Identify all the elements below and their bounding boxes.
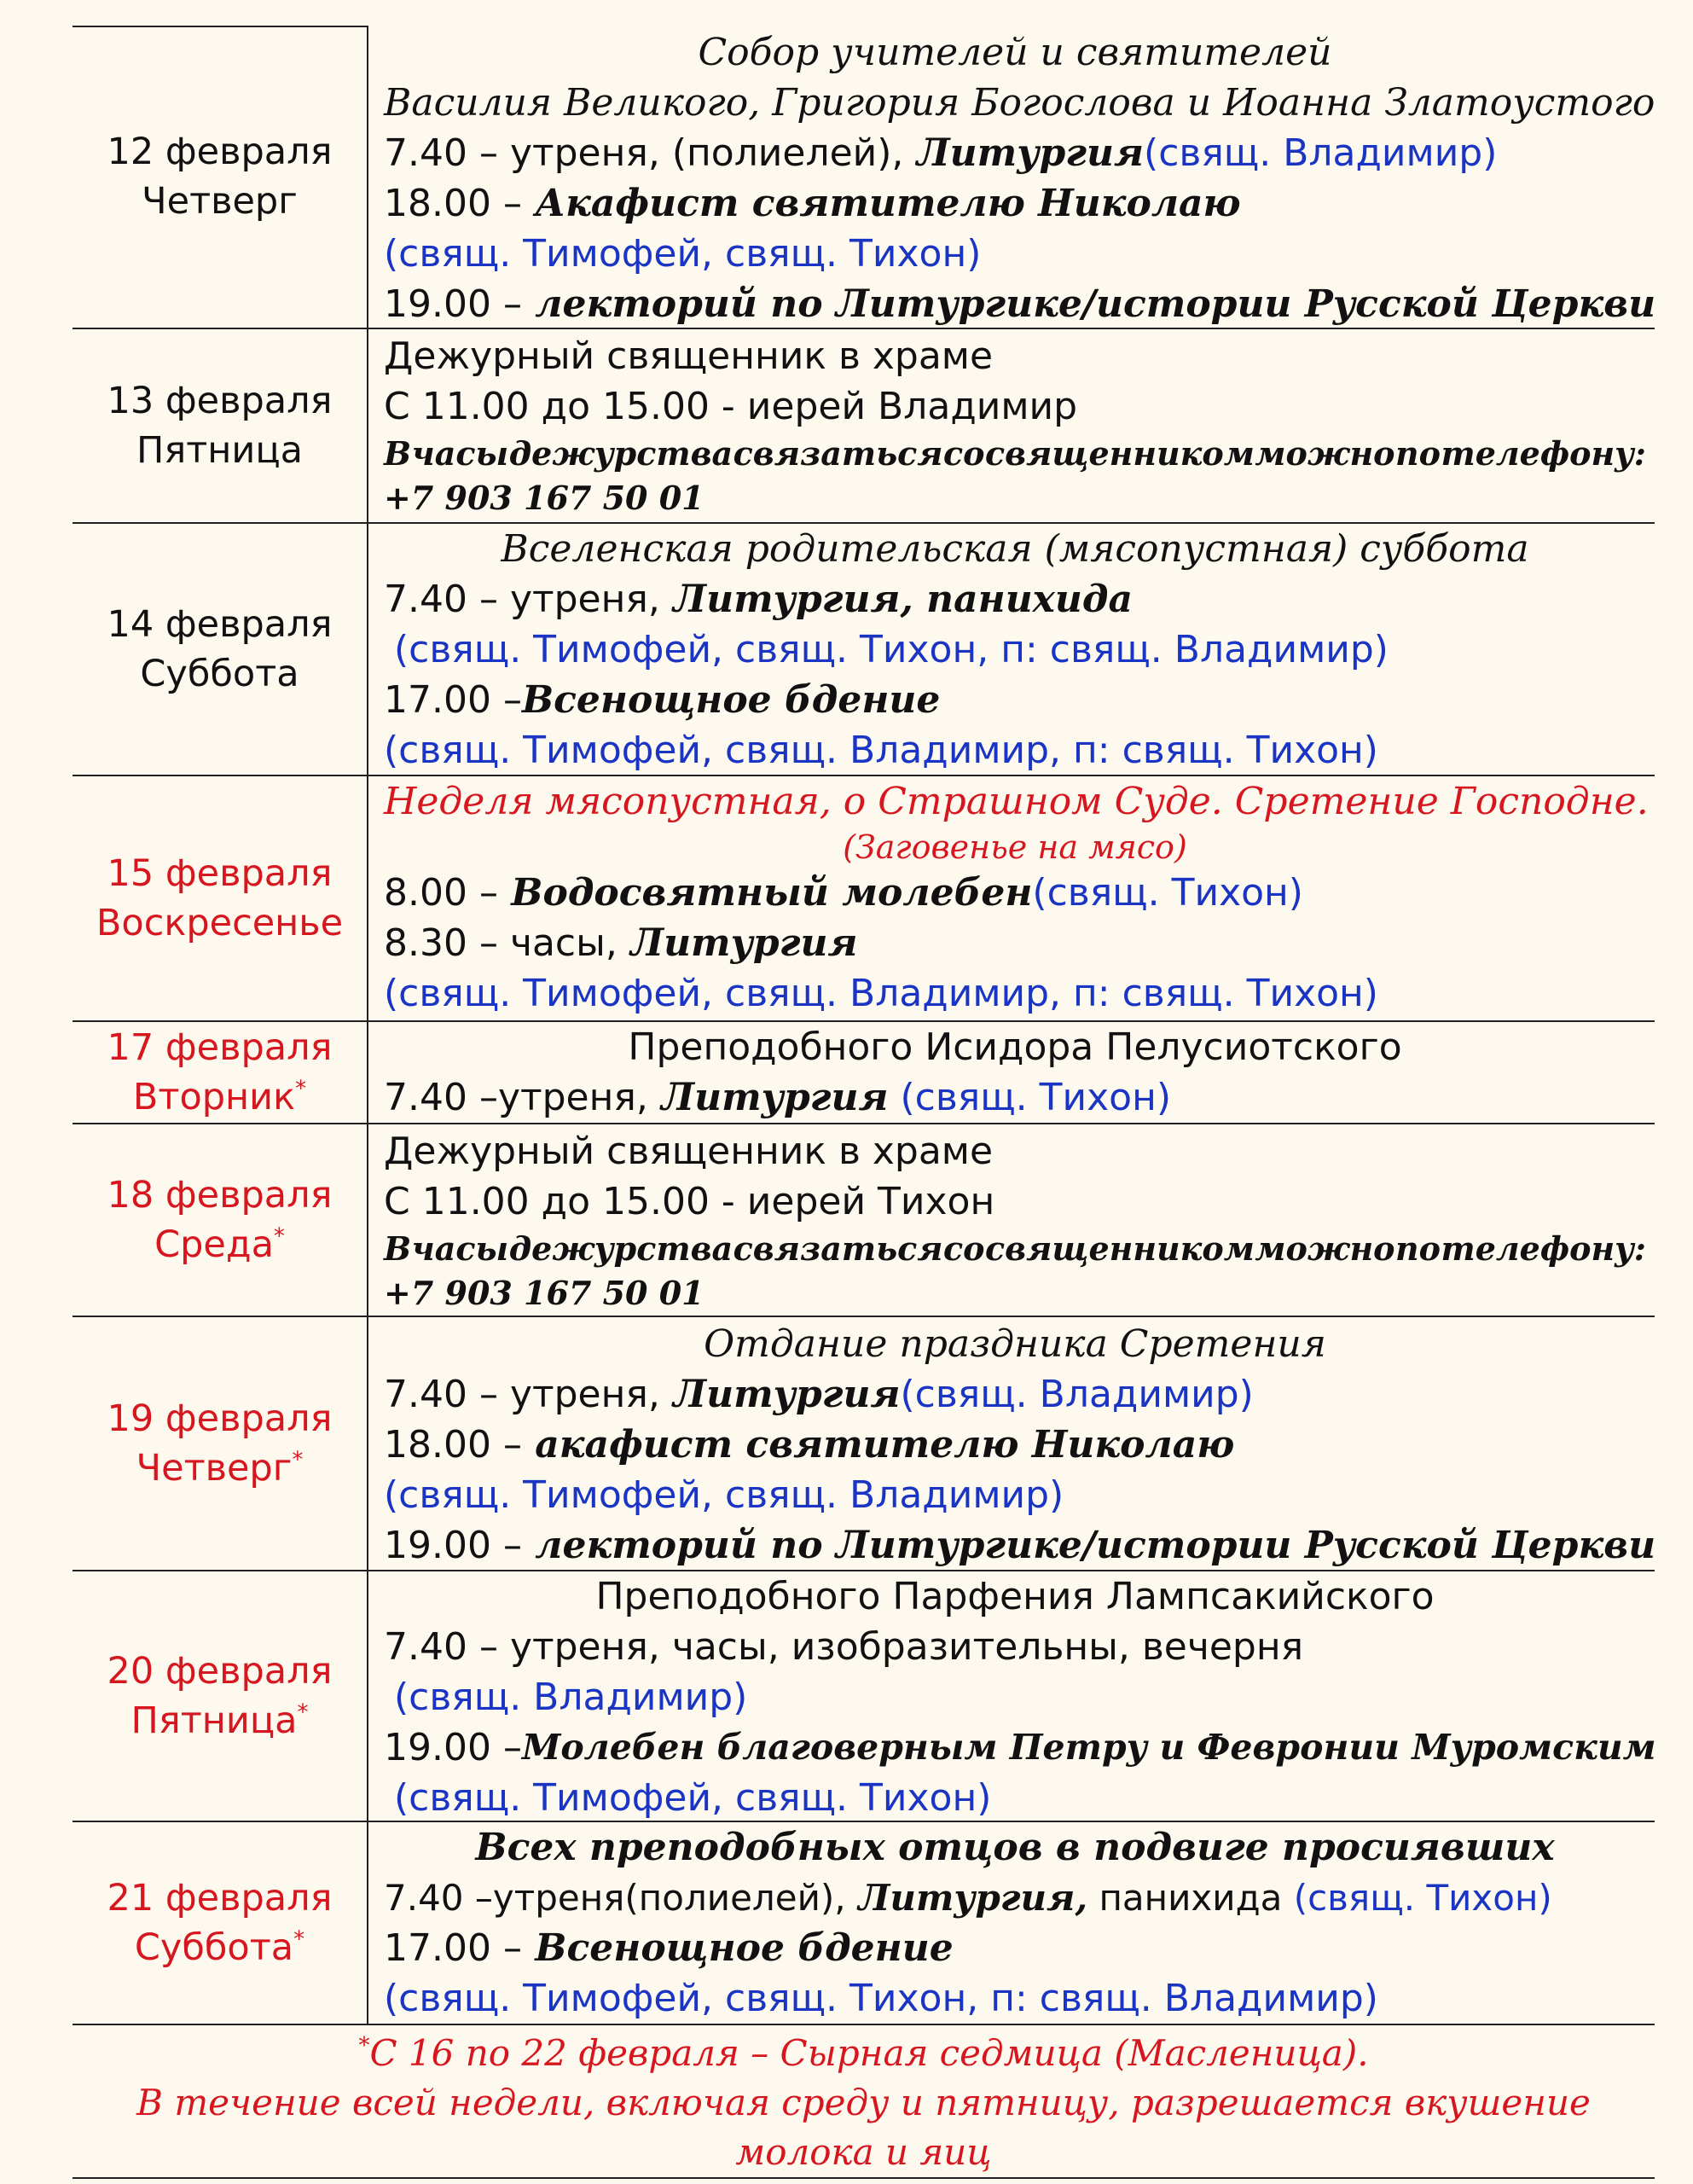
- weekday-label: Вторник*: [132, 1076, 307, 1118]
- weekday-label: Четверг*: [136, 1447, 304, 1490]
- service-name: Молебен благоверным Петру и Февронии Муромским: [521, 1727, 1656, 1768]
- service-time: 17.00 –: [384, 1926, 522, 1970]
- table-column-divider: [367, 26, 368, 2024]
- service-line: [384, 1873, 1646, 1923]
- footer-line: В течение всей недели, включая среду и пятницу, разрешается вкушение: [136, 2082, 1591, 2123]
- service-name: Литургия: [903, 131, 1145, 175]
- footer-line: молока и яиц: [735, 2131, 992, 2173]
- priest-names: (свящ. Тихон): [1282, 1877, 1552, 1919]
- asterisk-mark: *: [295, 1076, 307, 1102]
- feast-subtitle: (Заговенье на мясо): [843, 828, 1187, 866]
- date-cell: [72, 1124, 367, 1316]
- phone-number: +7 903 167 50 01: [384, 479, 704, 517]
- footer-note: [72, 2029, 1655, 2177]
- service-line: [384, 918, 1646, 968]
- date-cell: [72, 329, 367, 522]
- service-time: 7.40: [384, 1076, 467, 1119]
- date-label: 14 февраля: [107, 603, 333, 646]
- service-time: 19.00 –: [384, 1726, 522, 1769]
- events-cell: [384, 331, 1646, 520]
- date-label: 13 февраля: [107, 380, 333, 422]
- feast-title: Отдание праздника Сретения: [704, 1322, 1326, 1366]
- events-cell: [384, 1022, 1646, 1123]
- weekday-label: Суббота: [140, 653, 299, 695]
- duty-hours: С 11.00 до 15.00 - иерей Владимир: [384, 385, 1078, 428]
- service-line: [384, 1420, 1646, 1470]
- priest-names: (свящ. Тихон): [1032, 871, 1303, 915]
- duty-priest-heading: Дежурный священник в храме: [384, 1130, 994, 1173]
- priest-names: (свящ. Тимофей, свящ. Тихон, п: свящ. Владимир): [384, 1977, 1378, 2020]
- events-cell: [384, 1571, 1656, 1823]
- priest-names: (свящ. Тихон): [888, 1076, 1172, 1119]
- priest-names: (свящ. Владимир): [394, 1676, 748, 1719]
- date-label: 21 февраля: [107, 1877, 333, 1920]
- service-line: [384, 279, 1656, 329]
- feast-title: Василия Великого, Григория Богослова и Иоанна Златоустого: [384, 81, 1655, 125]
- feast-title: Всех преподобных отцов в подвиге просиявших: [475, 1826, 1555, 1869]
- weekday-label: Пятница: [136, 429, 303, 472]
- feast-title: Преподобного Исидора Пелусиотского: [628, 1025, 1402, 1069]
- service-time: 19.00 –: [384, 1524, 522, 1567]
- priest-names: (свящ. Тимофей, свящ. Тихон): [384, 232, 982, 276]
- events-cell: [384, 1126, 1646, 1316]
- service-text: –утреня(полиелей),: [463, 1877, 846, 1919]
- service-time: 17.00 –: [384, 678, 522, 722]
- feast-title: Собор учителей и святителей: [698, 31, 1332, 74]
- events-cell: [384, 1319, 1656, 1571]
- service-line: [384, 574, 1646, 624]
- service-line: [384, 178, 1646, 229]
- priest-names: (свящ. Тимофей, свящ. Владимир, п: свящ. Тихон): [384, 729, 1378, 772]
- duty-priest-heading: Дежурный священник в храме: [384, 334, 994, 378]
- service-name: Акафист святителю Николаю: [521, 182, 1241, 225]
- duty-hours: С 11.00 до 15.00 - иерей Тихон: [384, 1180, 995, 1223]
- service-line: [384, 1369, 1646, 1420]
- priest-names: (свящ. Тимофей, свящ. Владимир): [384, 1473, 1064, 1517]
- date-cell: [72, 524, 367, 775]
- events-cell: [384, 776, 1649, 1019]
- service-name: Литургия,: [845, 1877, 1088, 1919]
- priest-names: (свящ. Владимир): [1144, 131, 1498, 175]
- feast-title: Преподобного Парфения Лампсакийского: [595, 1575, 1435, 1618]
- weekday-label: Среда*: [154, 1223, 285, 1266]
- service-name: Литургия: [617, 921, 858, 965]
- service-line: [384, 1923, 1646, 1973]
- asterisk-mark: *: [358, 2033, 370, 2059]
- asterisk-mark: *: [293, 1926, 305, 1953]
- weekday-label: Четверг: [142, 180, 298, 223]
- service-line: [384, 128, 1646, 178]
- service-name: Всенощное бдение: [521, 678, 941, 722]
- weekday-label: Суббота*: [134, 1926, 305, 1969]
- service-text: утреня, (полиелей),: [497, 131, 904, 175]
- service-name: Водосвятный молебен: [497, 871, 1033, 915]
- service-text: утреня,: [497, 578, 660, 621]
- service-time: 7.40 –: [384, 578, 498, 621]
- service-name: лекторий по Литургике/истории Русской Церкви: [521, 1524, 1656, 1567]
- contact-note: В часы дежурства связаться со священником можно по телефону:: [384, 1229, 1646, 1268]
- service-name: Литургия: [659, 1373, 901, 1416]
- events-cell: [384, 524, 1646, 775]
- service-name: акафист святителю Николаю: [521, 1423, 1235, 1467]
- service-time: 18.00 –: [384, 182, 522, 225]
- service-name: Всенощное бдение: [521, 1926, 954, 1970]
- service-time: 7.40 –: [384, 131, 498, 175]
- weekday-label: Воскресенье: [96, 902, 344, 944]
- service-text: часы,: [497, 921, 617, 965]
- service-text: утреня,: [497, 1373, 660, 1416]
- date-label: 19 февраля: [107, 1397, 333, 1440]
- date-label: 20 февраля: [107, 1650, 333, 1693]
- feast-title: Вселенская родительская (мясопустная) суббота: [501, 527, 1529, 571]
- date-cell: [72, 776, 367, 1020]
- date-cell: [72, 1571, 367, 1821]
- service-time: 18.00 –: [384, 1423, 522, 1467]
- date-cell: [72, 26, 367, 328]
- footer-line: *С 16 по 22 февраля – Сырная седмица (Масленица).: [358, 2032, 1369, 2074]
- asterisk-mark: *: [273, 1223, 285, 1250]
- service-line: [384, 1072, 1646, 1123]
- date-label: 17 февраля: [107, 1026, 333, 1069]
- priest-names: (свящ. Тимофей, свящ. Тихон): [394, 1776, 992, 1820]
- date-label: 12 февраля: [107, 131, 333, 173]
- service-name: Литургия: [647, 1076, 889, 1119]
- service-name: Литургия, панихида: [659, 578, 1133, 621]
- weekday-label: Пятница*: [130, 1699, 309, 1742]
- events-cell: [384, 27, 1656, 329]
- row-divider: [72, 2024, 1655, 2025]
- asterisk-mark: *: [297, 1699, 309, 1726]
- service-time: 7.40 –: [384, 1373, 498, 1416]
- events-cell: [384, 1822, 1646, 2024]
- date-cell: [72, 1822, 367, 2024]
- date-cell: [72, 1022, 367, 1123]
- table-bottom-border: [72, 2177, 1655, 2179]
- priest-names: (свящ. Тимофей, свящ. Владимир, п: свящ. Тихон): [384, 972, 1378, 1015]
- phone-number: +7 903 167 50 01: [384, 1274, 704, 1312]
- service-line: [384, 1622, 1646, 1672]
- priest-names: (свящ. Тимофей, свящ. Тихон, п: свящ. Владимир): [394, 628, 1389, 671]
- asterisk-mark: *: [292, 1447, 304, 1473]
- service-time: 8.00 –: [384, 871, 498, 915]
- service-name: лекторий по Литургике/истории Русской Церкви: [521, 282, 1656, 326]
- service-line: [384, 675, 1646, 725]
- service-time: 7.40 –: [384, 1625, 498, 1669]
- service-time: 7.40: [384, 1877, 464, 1919]
- service-text: утреня, часы, изобразительны, вечерня: [497, 1625, 1304, 1669]
- feast-title: Неделя мясопустная, о Страшном Суде. Сретение Господне.: [384, 780, 1649, 823]
- service-line: [384, 868, 1646, 918]
- service-line: [384, 1722, 1656, 1773]
- date-cell: [72, 1317, 367, 1570]
- service-text: –утреня,: [467, 1076, 648, 1119]
- date-label: 15 февраля: [107, 852, 333, 895]
- priest-names: (свящ. Владимир): [900, 1373, 1254, 1416]
- service-text: панихида: [1087, 1877, 1283, 1919]
- service-time: 8.30 –: [384, 921, 498, 965]
- date-label: 18 февраля: [107, 1174, 333, 1217]
- service-line: [384, 1520, 1656, 1571]
- contact-note: В часы дежурства связаться со священником можно по телефону:: [384, 434, 1646, 473]
- service-time: 19.00 –: [384, 282, 522, 326]
